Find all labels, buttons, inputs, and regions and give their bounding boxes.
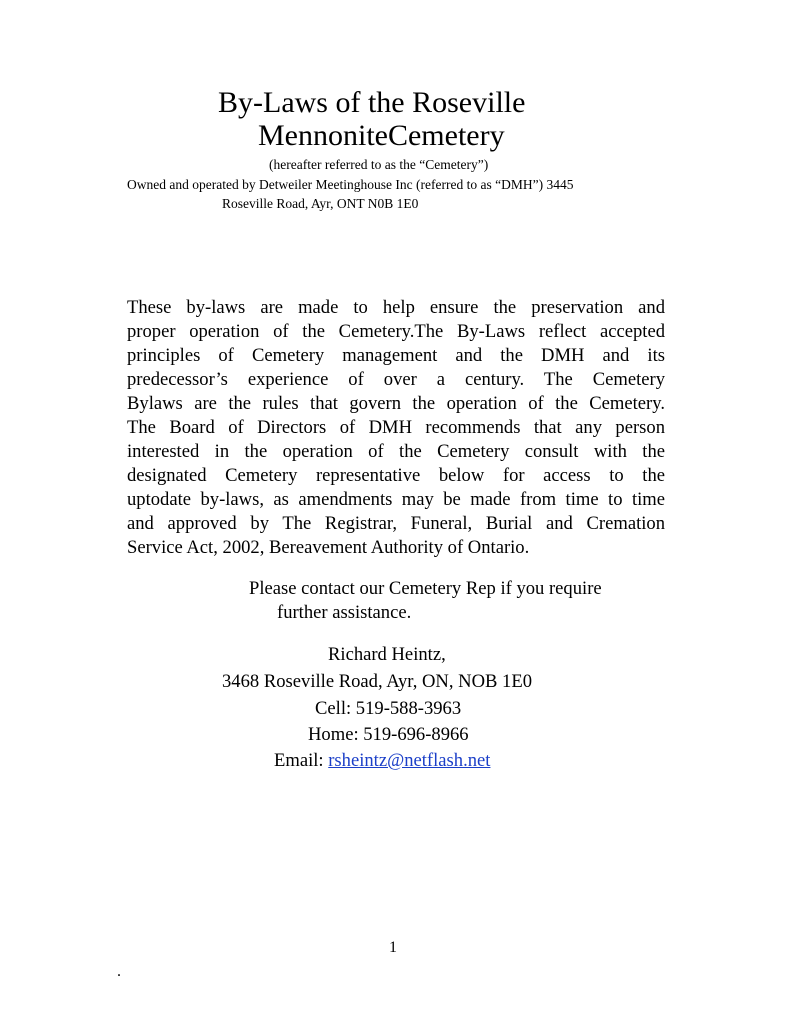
contact-name: Richard Heintz, [328, 644, 446, 665]
subtitle-reference-note: (hereafter referred to as the “Cemetery”) [269, 157, 489, 172]
bylaws-intro-paragraph [127, 296, 665, 560]
page-number: 1 [389, 939, 397, 956]
paragraph-line: Bylaws are the rules that govern the operation of the Cemetery. [127, 393, 665, 414]
subtitle-address: Roseville Road, Ayr, ONT N0B 1E0 [222, 196, 419, 211]
contact-address: 3468 Roseville Road, Ayr, ON, NOB 1E0 [222, 671, 533, 692]
contact-home-phone: Home: 519-696-8966 [308, 724, 469, 745]
paragraph-line: predecessor’s experience of over a century. The Cemetery [127, 369, 665, 390]
paragraph-line: and approved by The Registrar, Funeral, Burial and Cremation [127, 513, 665, 534]
contact-cell-phone: Cell: 519-588-3963 [315, 698, 462, 719]
paragraph-line: principles of Cemetery management and the DMH and its [127, 345, 665, 366]
contact-request-line-2: further assistance. [277, 602, 412, 623]
paragraph-line: The Board of Directors of DMH recommends that any person [127, 417, 665, 438]
paragraph-line: uptodate by-laws, as amendments may be made from time to time [127, 489, 665, 510]
paragraph-line: These by-laws are made to help ensure the preservation and [127, 297, 665, 318]
paragraph-line: designated Cemetery representative below for access to the [127, 465, 665, 486]
contact-email-line [274, 749, 490, 773]
paragraph-line: interested in the operation of the Cemetery consult with the [127, 441, 665, 462]
email-link[interactable]: rsheintz@netflash.net [328, 750, 491, 771]
email-label: Email: [274, 750, 329, 771]
document-title-line-2: MennoniteCemetery [258, 119, 505, 152]
paragraph-line: Service Act, 2002, Bereavement Authority of Ontario. [127, 537, 530, 558]
subtitle-ownership: Owned and operated by Detweiler Meetinghouse Inc (referred to as “DMH”) 3445 [127, 177, 574, 192]
contact-request-line-1: Please contact our Cemetery Rep if you require [249, 578, 602, 599]
paragraph-line: proper operation of the Cemetery.The By-Laws reflect accepted [127, 321, 665, 342]
document-title-line-1: By-Laws of the Roseville [218, 86, 526, 119]
stray-mark: . [117, 963, 121, 980]
